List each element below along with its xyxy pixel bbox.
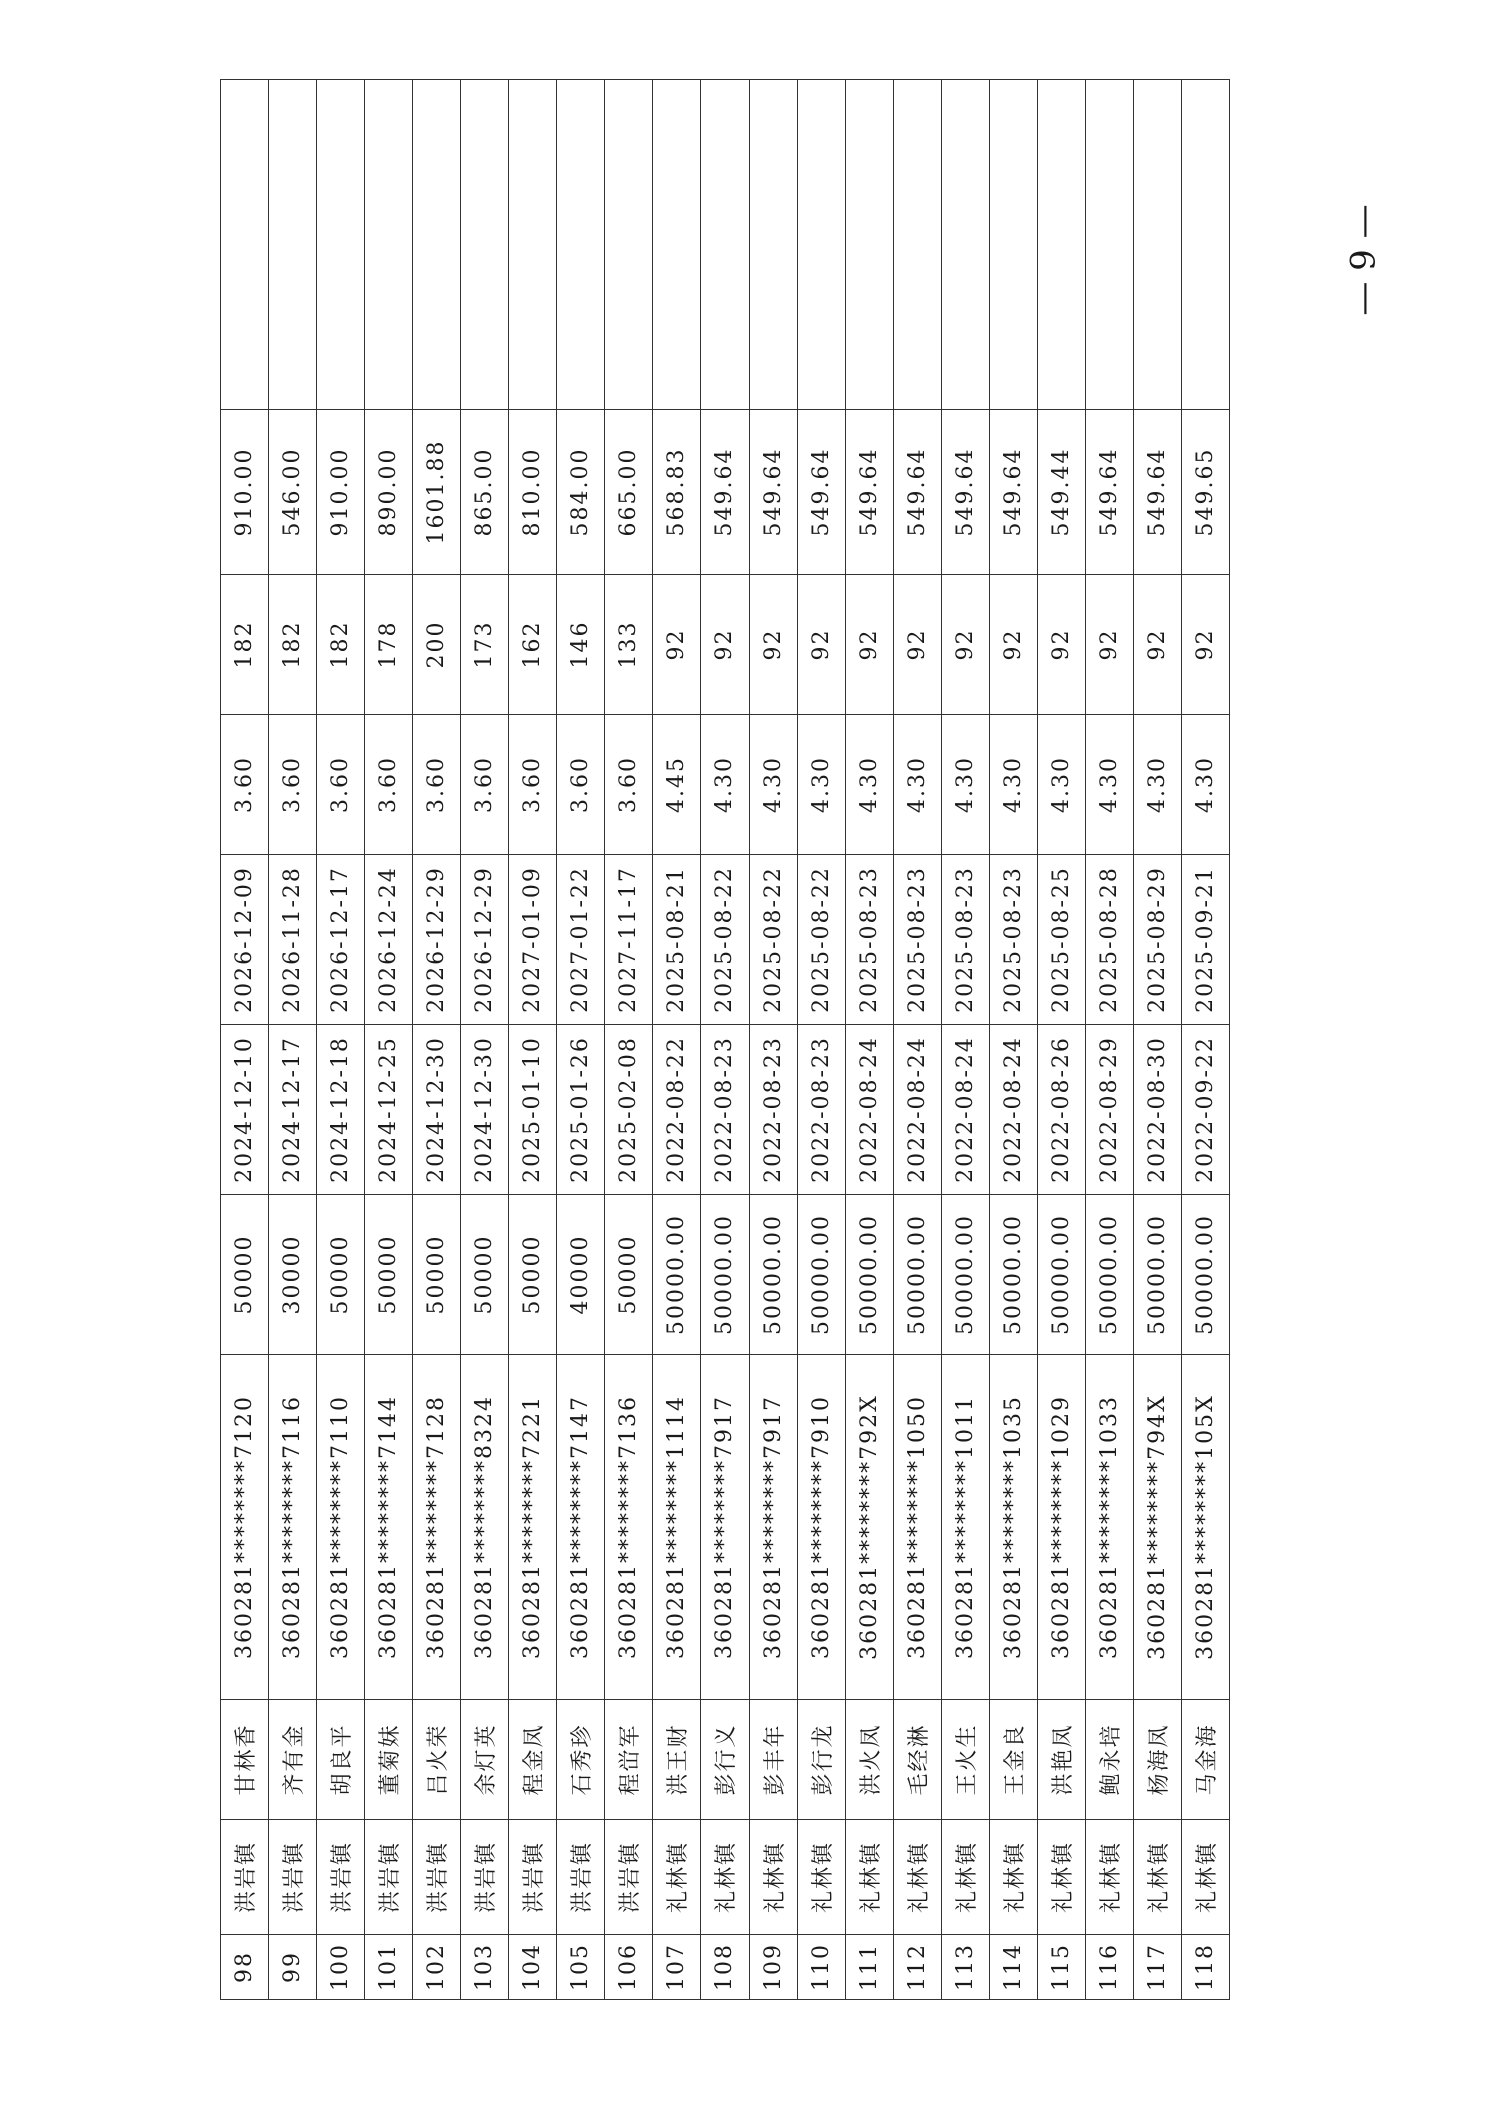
interest-days-cell: 92 bbox=[1085, 575, 1133, 715]
interest-amount-cell: 890.00 bbox=[365, 410, 413, 575]
township-cell: 洪岩镇 bbox=[509, 1820, 557, 1935]
loan-amount-cell: 50000.00 bbox=[893, 1195, 941, 1355]
id-number-cell: 360281********794X bbox=[1133, 1355, 1181, 1700]
interest-amount-cell: 549.65 bbox=[1181, 410, 1229, 575]
id-number-cell: 360281********1011 bbox=[941, 1355, 989, 1700]
interest-amount-cell: 865.00 bbox=[461, 410, 509, 575]
end-date-cell: 2025-08-23 bbox=[989, 855, 1037, 1025]
interest-days-cell: 200 bbox=[413, 575, 461, 715]
end-date-cell: 2025-08-23 bbox=[893, 855, 941, 1025]
borrower-name-cell: 程峃军 bbox=[605, 1700, 653, 1820]
interest-days-cell: 173 bbox=[461, 575, 509, 715]
interest-rate-cell: 3.60 bbox=[557, 715, 605, 855]
id-number-cell: 360281********792X bbox=[845, 1355, 893, 1700]
loan-amount-cell: 50000.00 bbox=[701, 1195, 749, 1355]
remark-cell bbox=[653, 80, 701, 410]
interest-amount-cell: 549.64 bbox=[797, 410, 845, 575]
table-row bbox=[989, 80, 1037, 2000]
interest-rate-cell: 4.30 bbox=[797, 715, 845, 855]
start-date-cell: 2022-08-22 bbox=[653, 1025, 701, 1195]
id-number-cell: 360281********7136 bbox=[605, 1355, 653, 1700]
interest-amount-cell: 584.00 bbox=[557, 410, 605, 575]
interest-rate-cell: 4.30 bbox=[941, 715, 989, 855]
remark-cell bbox=[749, 80, 797, 410]
id-number-cell: 360281********1035 bbox=[989, 1355, 1037, 1700]
interest-days-cell: 92 bbox=[845, 575, 893, 715]
end-date-cell: 2025-08-22 bbox=[749, 855, 797, 1025]
interest-amount-cell: 549.64 bbox=[893, 410, 941, 575]
row-number-cell: 98 bbox=[221, 1935, 269, 2000]
loan-amount-cell: 40000 bbox=[557, 1195, 605, 1355]
remark-cell bbox=[557, 80, 605, 410]
loan-amount-cell: 50000.00 bbox=[1085, 1195, 1133, 1355]
interest-amount-cell: 549.64 bbox=[749, 410, 797, 575]
start-date-cell: 2024-12-30 bbox=[461, 1025, 509, 1195]
borrower-name-cell: 彭丰年 bbox=[749, 1700, 797, 1820]
start-date-cell: 2024-12-25 bbox=[365, 1025, 413, 1195]
interest-days-cell: 92 bbox=[797, 575, 845, 715]
interest-days-cell: 146 bbox=[557, 575, 605, 715]
interest-days-cell: 92 bbox=[941, 575, 989, 715]
borrower-name-cell: 彭行义 bbox=[701, 1700, 749, 1820]
loan-amount-cell: 50000.00 bbox=[941, 1195, 989, 1355]
loan-amount-cell: 50000 bbox=[509, 1195, 557, 1355]
row-number-cell: 110 bbox=[797, 1935, 845, 2000]
end-date-cell: 2025-08-25 bbox=[1037, 855, 1085, 1025]
end-date-cell: 2025-08-28 bbox=[1085, 855, 1133, 1025]
borrower-name-cell: 洪艳凤 bbox=[1037, 1700, 1085, 1820]
end-date-cell: 2025-08-23 bbox=[941, 855, 989, 1025]
interest-amount-cell: 549.64 bbox=[941, 410, 989, 575]
id-number-cell: 360281********7910 bbox=[797, 1355, 845, 1700]
loan-amount-cell: 50000.00 bbox=[797, 1195, 845, 1355]
borrower-name-cell: 杨海凤 bbox=[1133, 1700, 1181, 1820]
row-number-cell: 99 bbox=[269, 1935, 317, 2000]
interest-amount-cell: 549.64 bbox=[1085, 410, 1133, 575]
start-date-cell: 2024-12-10 bbox=[221, 1025, 269, 1195]
loan-amount-cell: 50000.00 bbox=[989, 1195, 1037, 1355]
interest-amount-cell: 549.64 bbox=[701, 410, 749, 575]
interest-rate-cell: 3.60 bbox=[365, 715, 413, 855]
borrower-name-cell: 彭行龙 bbox=[797, 1700, 845, 1820]
end-date-cell: 2027-11-17 bbox=[605, 855, 653, 1025]
township-cell: 礼林镇 bbox=[701, 1820, 749, 1935]
interest-days-cell: 92 bbox=[989, 575, 1037, 715]
interest-rate-cell: 4.30 bbox=[893, 715, 941, 855]
table-row bbox=[461, 80, 509, 2000]
table-row bbox=[365, 80, 413, 2000]
interest-days-cell: 92 bbox=[701, 575, 749, 715]
interest-amount-cell: 549.64 bbox=[845, 410, 893, 575]
remark-cell bbox=[269, 80, 317, 410]
remark-cell bbox=[1085, 80, 1133, 410]
remark-cell bbox=[941, 80, 989, 410]
interest-amount-cell: 546.00 bbox=[269, 410, 317, 575]
row-number-cell: 107 bbox=[653, 1935, 701, 2000]
interest-days-cell: 92 bbox=[1133, 575, 1181, 715]
interest-days-cell: 178 bbox=[365, 575, 413, 715]
start-date-cell: 2022-08-24 bbox=[989, 1025, 1037, 1195]
row-number-cell: 117 bbox=[1133, 1935, 1181, 2000]
interest-rate-cell: 3.60 bbox=[509, 715, 557, 855]
borrower-name-cell: 王火生 bbox=[941, 1700, 989, 1820]
id-number-cell: 360281********7120 bbox=[221, 1355, 269, 1700]
loan-amount-cell: 50000.00 bbox=[1037, 1195, 1085, 1355]
table-row bbox=[557, 80, 605, 2000]
interest-amount-cell: 568.83 bbox=[653, 410, 701, 575]
interest-days-cell: 92 bbox=[749, 575, 797, 715]
interest-days-cell: 92 bbox=[1037, 575, 1085, 715]
interest-rate-cell: 4.30 bbox=[749, 715, 797, 855]
interest-amount-cell: 810.00 bbox=[509, 410, 557, 575]
start-date-cell: 2022-09-22 bbox=[1181, 1025, 1229, 1195]
id-number-cell: 360281********1029 bbox=[1037, 1355, 1085, 1700]
interest-days-cell: 92 bbox=[653, 575, 701, 715]
rotated-table-container bbox=[220, 150, 1230, 2000]
loan-amount-cell: 50000 bbox=[365, 1195, 413, 1355]
end-date-cell: 2026-12-29 bbox=[461, 855, 509, 1025]
interest-rate-cell: 4.30 bbox=[1085, 715, 1133, 855]
interest-rate-cell: 4.30 bbox=[1133, 715, 1181, 855]
township-cell: 礼林镇 bbox=[797, 1820, 845, 1935]
id-number-cell: 360281********1033 bbox=[1085, 1355, 1133, 1700]
table-row bbox=[941, 80, 989, 2000]
interest-amount-cell: 910.00 bbox=[221, 410, 269, 575]
row-number-cell: 113 bbox=[941, 1935, 989, 2000]
remark-cell bbox=[1181, 80, 1229, 410]
table-row bbox=[1085, 80, 1133, 2000]
end-date-cell: 2025-08-22 bbox=[701, 855, 749, 1025]
township-cell: 礼林镇 bbox=[1181, 1820, 1229, 1935]
start-date-cell: 2024-12-30 bbox=[413, 1025, 461, 1195]
borrower-name-cell: 吕火荣 bbox=[413, 1700, 461, 1820]
id-number-cell: 360281********7917 bbox=[701, 1355, 749, 1700]
township-cell: 礼林镇 bbox=[845, 1820, 893, 1935]
borrower-name-cell: 洪火凤 bbox=[845, 1700, 893, 1820]
table-row bbox=[1133, 80, 1181, 2000]
loan-amount-cell: 50000.00 bbox=[1181, 1195, 1229, 1355]
row-number-cell: 102 bbox=[413, 1935, 461, 2000]
township-cell: 洪岩镇 bbox=[269, 1820, 317, 1935]
id-number-cell: 360281********1050 bbox=[893, 1355, 941, 1700]
loan-amount-cell: 50000 bbox=[413, 1195, 461, 1355]
start-date-cell: 2022-08-24 bbox=[941, 1025, 989, 1195]
loan-amount-cell: 50000.00 bbox=[845, 1195, 893, 1355]
table-row bbox=[1181, 80, 1229, 2000]
remark-cell bbox=[413, 80, 461, 410]
remark-cell bbox=[1133, 80, 1181, 410]
end-date-cell: 2026-11-28 bbox=[269, 855, 317, 1025]
start-date-cell: 2022-08-23 bbox=[701, 1025, 749, 1195]
township-cell: 洪岩镇 bbox=[365, 1820, 413, 1935]
township-cell: 礼林镇 bbox=[893, 1820, 941, 1935]
table-row bbox=[221, 80, 269, 2000]
interest-amount-cell: 910.00 bbox=[317, 410, 365, 575]
remark-cell bbox=[221, 80, 269, 410]
borrower-name-cell: 程金凤 bbox=[509, 1700, 557, 1820]
borrower-name-cell: 齐有金 bbox=[269, 1700, 317, 1820]
start-date-cell: 2022-08-29 bbox=[1085, 1025, 1133, 1195]
end-date-cell: 2025-09-21 bbox=[1181, 855, 1229, 1025]
interest-days-cell: 92 bbox=[893, 575, 941, 715]
start-date-cell: 2022-08-23 bbox=[797, 1025, 845, 1195]
table-row bbox=[509, 80, 557, 2000]
remark-cell bbox=[797, 80, 845, 410]
interest-amount-cell: 665.00 bbox=[605, 410, 653, 575]
township-cell: 洪岩镇 bbox=[605, 1820, 653, 1935]
end-date-cell: 2026-12-17 bbox=[317, 855, 365, 1025]
interest-rate-cell: 4.30 bbox=[1181, 715, 1229, 855]
remark-cell bbox=[509, 80, 557, 410]
start-date-cell: 2022-08-24 bbox=[845, 1025, 893, 1195]
loan-amount-cell: 30000 bbox=[269, 1195, 317, 1355]
interest-amount-cell: 549.44 bbox=[1037, 410, 1085, 575]
end-date-cell: 2025-08-23 bbox=[845, 855, 893, 1025]
interest-rate-cell: 4.30 bbox=[989, 715, 1037, 855]
remark-cell bbox=[989, 80, 1037, 410]
remark-cell bbox=[701, 80, 749, 410]
row-number-cell: 106 bbox=[605, 1935, 653, 2000]
end-date-cell: 2026-12-24 bbox=[365, 855, 413, 1025]
township-cell: 礼林镇 bbox=[749, 1820, 797, 1935]
interest-days-cell: 182 bbox=[221, 575, 269, 715]
township-cell: 礼林镇 bbox=[989, 1820, 1037, 1935]
row-number-cell: 109 bbox=[749, 1935, 797, 2000]
row-number-cell: 100 bbox=[317, 1935, 365, 2000]
table-row bbox=[797, 80, 845, 2000]
table-row bbox=[749, 80, 797, 2000]
row-number-cell: 108 bbox=[701, 1935, 749, 2000]
interest-days-cell: 182 bbox=[317, 575, 365, 715]
loan-amount-cell: 50000.00 bbox=[653, 1195, 701, 1355]
township-cell: 礼林镇 bbox=[1133, 1820, 1181, 1935]
id-number-cell: 360281********7917 bbox=[749, 1355, 797, 1700]
township-cell: 礼林镇 bbox=[653, 1820, 701, 1935]
interest-days-cell: 92 bbox=[1181, 575, 1229, 715]
township-cell: 礼林镇 bbox=[1037, 1820, 1085, 1935]
remark-cell bbox=[461, 80, 509, 410]
township-cell: 洪岩镇 bbox=[413, 1820, 461, 1935]
interest-rate-cell: 4.30 bbox=[701, 715, 749, 855]
loan-amount-cell: 50000.00 bbox=[1133, 1195, 1181, 1355]
start-date-cell: 2022-08-26 bbox=[1037, 1025, 1085, 1195]
remark-cell bbox=[1037, 80, 1085, 410]
interest-amount-cell: 549.64 bbox=[1133, 410, 1181, 575]
township-cell: 洪岩镇 bbox=[557, 1820, 605, 1935]
end-date-cell: 2026-12-29 bbox=[413, 855, 461, 1025]
borrower-name-cell: 马金海 bbox=[1181, 1700, 1229, 1820]
interest-rate-cell: 3.60 bbox=[461, 715, 509, 855]
table-row bbox=[893, 80, 941, 2000]
id-number-cell: 360281********7128 bbox=[413, 1355, 461, 1700]
interest-rate-cell: 4.30 bbox=[1037, 715, 1085, 855]
row-number-cell: 112 bbox=[893, 1935, 941, 2000]
loan-amount-cell: 50000 bbox=[461, 1195, 509, 1355]
loan-amount-cell: 50000 bbox=[317, 1195, 365, 1355]
id-number-cell: 360281********7144 bbox=[365, 1355, 413, 1700]
remark-cell bbox=[365, 80, 413, 410]
row-number-cell: 116 bbox=[1085, 1935, 1133, 2000]
table-row bbox=[317, 80, 365, 2000]
interest-days-cell: 133 bbox=[605, 575, 653, 715]
end-date-cell: 2027-01-22 bbox=[557, 855, 605, 1025]
row-number-cell: 101 bbox=[365, 1935, 413, 2000]
end-date-cell: 2025-08-29 bbox=[1133, 855, 1181, 1025]
row-number-cell: 114 bbox=[989, 1935, 1037, 2000]
loan-interest-table bbox=[220, 79, 1230, 2000]
borrower-name-cell: 洪王财 bbox=[653, 1700, 701, 1820]
table-row bbox=[701, 80, 749, 2000]
borrower-name-cell: 石秀珍 bbox=[557, 1700, 605, 1820]
interest-amount-cell: 549.64 bbox=[989, 410, 1037, 575]
row-number-cell: 118 bbox=[1181, 1935, 1229, 2000]
row-number-cell: 111 bbox=[845, 1935, 893, 2000]
borrower-name-cell: 毛经淋 bbox=[893, 1700, 941, 1820]
id-number-cell: 360281********1114 bbox=[653, 1355, 701, 1700]
remark-cell bbox=[845, 80, 893, 410]
township-cell: 礼林镇 bbox=[941, 1820, 989, 1935]
table-row bbox=[413, 80, 461, 2000]
remark-cell bbox=[893, 80, 941, 410]
interest-rate-cell: 3.60 bbox=[605, 715, 653, 855]
end-date-cell: 2025-08-21 bbox=[653, 855, 701, 1025]
table-row bbox=[845, 80, 893, 2000]
township-cell: 礼林镇 bbox=[1085, 1820, 1133, 1935]
borrower-name-cell: 董菊妹 bbox=[365, 1700, 413, 1820]
borrower-name-cell: 鲍永培 bbox=[1085, 1700, 1133, 1820]
row-number-cell: 115 bbox=[1037, 1935, 1085, 2000]
interest-days-cell: 182 bbox=[269, 575, 317, 715]
remark-cell bbox=[317, 80, 365, 410]
start-date-cell: 2022-08-23 bbox=[749, 1025, 797, 1195]
id-number-cell: 360281********105X bbox=[1181, 1355, 1229, 1700]
row-number-cell: 103 bbox=[461, 1935, 509, 2000]
end-date-cell: 2026-12-09 bbox=[221, 855, 269, 1025]
interest-amount-cell: 1601.88 bbox=[413, 410, 461, 575]
interest-rate-cell: 4.30 bbox=[845, 715, 893, 855]
start-date-cell: 2025-02-08 bbox=[605, 1025, 653, 1195]
id-number-cell: 360281********8324 bbox=[461, 1355, 509, 1700]
loan-amount-cell: 50000.00 bbox=[749, 1195, 797, 1355]
interest-rate-cell: 3.60 bbox=[317, 715, 365, 855]
table-body bbox=[221, 80, 1230, 2000]
row-number-cell: 105 bbox=[557, 1935, 605, 2000]
table-row bbox=[605, 80, 653, 2000]
township-cell: 洪岩镇 bbox=[221, 1820, 269, 1935]
id-number-cell: 360281********7110 bbox=[317, 1355, 365, 1700]
start-date-cell: 2022-08-24 bbox=[893, 1025, 941, 1195]
start-date-cell: 2025-01-26 bbox=[557, 1025, 605, 1195]
interest-rate-cell: 3.60 bbox=[221, 715, 269, 855]
borrower-name-cell: 甘林香 bbox=[221, 1700, 269, 1820]
borrower-name-cell: 王金良 bbox=[989, 1700, 1037, 1820]
loan-amount-cell: 50000 bbox=[221, 1195, 269, 1355]
id-number-cell: 360281********7147 bbox=[557, 1355, 605, 1700]
id-number-cell: 360281********7116 bbox=[269, 1355, 317, 1700]
start-date-cell: 2025-01-10 bbox=[509, 1025, 557, 1195]
page-number: — 9 — bbox=[1343, 204, 1384, 316]
end-date-cell: 2027-01-09 bbox=[509, 855, 557, 1025]
end-date-cell: 2025-08-22 bbox=[797, 855, 845, 1025]
table-row bbox=[1037, 80, 1085, 2000]
interest-days-cell: 162 bbox=[509, 575, 557, 715]
id-number-cell: 360281********7221 bbox=[509, 1355, 557, 1700]
row-number-cell: 104 bbox=[509, 1935, 557, 2000]
interest-rate-cell: 3.60 bbox=[413, 715, 461, 855]
table-row bbox=[269, 80, 317, 2000]
township-cell: 洪岩镇 bbox=[461, 1820, 509, 1935]
loan-amount-cell: 50000 bbox=[605, 1195, 653, 1355]
borrower-name-cell: 胡良平 bbox=[317, 1700, 365, 1820]
interest-rate-cell: 3.60 bbox=[269, 715, 317, 855]
start-date-cell: 2024-12-18 bbox=[317, 1025, 365, 1195]
borrower-name-cell: 余灯英 bbox=[461, 1700, 509, 1820]
township-cell: 洪岩镇 bbox=[317, 1820, 365, 1935]
start-date-cell: 2024-12-17 bbox=[269, 1025, 317, 1195]
remark-cell bbox=[605, 80, 653, 410]
start-date-cell: 2022-08-30 bbox=[1133, 1025, 1181, 1195]
table-row bbox=[653, 80, 701, 2000]
interest-rate-cell: 4.45 bbox=[653, 715, 701, 855]
